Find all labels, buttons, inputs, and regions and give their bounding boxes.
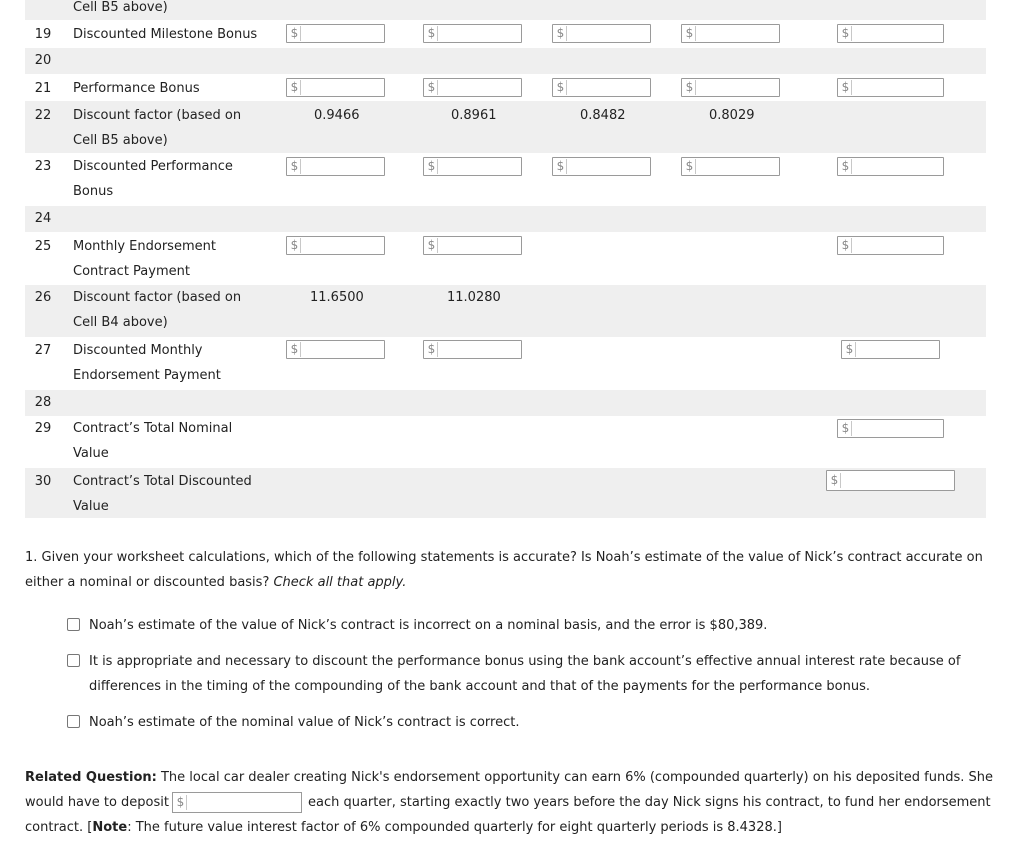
dollar-icon: $: [426, 159, 438, 174]
row-number: 22: [34, 108, 52, 123]
dollar-icon: $: [840, 80, 852, 95]
r21-input-5[interactable]: [837, 78, 944, 97]
row-number: 27: [34, 343, 52, 358]
note-prefix: contract. [: [25, 820, 93, 835]
r23-input-4[interactable]: [681, 157, 780, 176]
dollar-icon: $: [829, 473, 841, 488]
row-26-label-line1: Discount factor (based on: [73, 290, 242, 305]
discount-factor-value: 0.8482: [580, 108, 626, 123]
deposit-input[interactable]: [172, 792, 302, 813]
dollar-icon: $: [684, 80, 696, 95]
discount-factor-value: 11.6500: [310, 290, 364, 305]
row-23-label-line2: Bonus: [73, 184, 114, 199]
option-3-label[interactable]: Noah’s estimate of the nominal value of Nick’s contract is correct.: [89, 715, 520, 730]
row-number: 20: [34, 53, 52, 68]
option-3-checkbox[interactable]: [67, 715, 80, 728]
dollar-icon: $: [840, 421, 852, 436]
r23-input-1[interactable]: [286, 157, 385, 176]
row-band-28: [25, 390, 986, 416]
row-number: 25: [34, 239, 52, 254]
row-number: 24: [34, 211, 52, 226]
dollar-icon: $: [840, 26, 852, 41]
dollar-icon: $: [289, 26, 301, 41]
related-question-label: Related Question:: [25, 770, 157, 785]
option-1-label[interactable]: Noah’s estimate of the value of Nick’s contract is incorrect on a nominal basis, and the error is $80,389.: [89, 618, 768, 633]
r21-input-3[interactable]: [552, 78, 651, 97]
row-30-label-line1: Contract’s Total Discounted: [73, 474, 252, 489]
r23-input-3[interactable]: [552, 157, 651, 176]
r21-input-2[interactable]: [423, 78, 522, 97]
related-question-text: The local car dealer creating Nick's endorsement opportunity can earn 6% (compounded quarterly) on his deposited funds. She: [156, 770, 993, 785]
option-1-checkbox[interactable]: [67, 618, 80, 631]
row-18-label-tail: Cell B5 above): [73, 0, 168, 15]
row-number: 23: [34, 159, 52, 174]
row-29-label-line1: Contract’s Total Nominal: [73, 421, 233, 436]
discount-factor-value: 0.8961: [451, 108, 497, 123]
deposit-prefix: would have to deposit: [25, 795, 169, 810]
dollar-icon: $: [555, 26, 567, 41]
note-label: Note: [92, 820, 128, 835]
row-number: 26: [34, 290, 52, 305]
dollar-icon: $: [426, 238, 438, 253]
row-25-label-line1: Monthly Endorsement: [73, 239, 216, 254]
row-30-label-line2: Value: [73, 499, 109, 514]
question-line2-plain: either a nominal or discounted basis?: [25, 575, 274, 590]
r25-input-2[interactable]: [423, 236, 522, 255]
row-25-label-line2: Contract Payment: [73, 264, 190, 279]
dollar-icon: $: [840, 159, 852, 174]
r19-input-1[interactable]: [286, 24, 385, 43]
r27-input-1[interactable]: [286, 340, 385, 359]
check-all-instruction: Check all that apply.: [273, 575, 407, 590]
row-band-20: [25, 48, 986, 74]
row-22-label-line1: Discount factor (based on: [73, 108, 242, 123]
r19-input-2[interactable]: [423, 24, 522, 43]
total-nominal-input[interactable]: [837, 419, 944, 438]
question-text-line2: [25, 570, 985, 595]
row-29-label-line2: Value: [73, 446, 109, 461]
note-text: : The future value interest factor of 6% compounded quarterly for eight quarterly periods is 8.4328.]: [127, 820, 782, 835]
deposit-suffix: each quarter, starting exactly two years before the day Nick signs his contract, to fund her endorsement: [307, 795, 991, 810]
dollar-icon: $: [175, 795, 187, 810]
dollar-icon: $: [289, 238, 301, 253]
dollar-icon: $: [426, 80, 438, 95]
dollar-icon: $: [289, 80, 301, 95]
row-27-label-line1: Discounted Monthly: [73, 343, 203, 358]
r19-input-5[interactable]: [837, 24, 944, 43]
dollar-icon: $: [684, 159, 696, 174]
dollar-icon: $: [684, 26, 696, 41]
r25-input-5[interactable]: [837, 236, 944, 255]
r23-input-5[interactable]: [837, 157, 944, 176]
option-2-label-line2[interactable]: differences in the timing of the compounding of the bank account and that of the payments for the performance bonus.: [89, 679, 870, 694]
dollar-icon: $: [555, 159, 567, 174]
r19-input-3[interactable]: [552, 24, 651, 43]
r21-input-1[interactable]: [286, 78, 385, 97]
discount-factor-value: 11.0280: [447, 290, 501, 305]
row-number: 28: [34, 395, 52, 410]
r27-input-2[interactable]: [423, 340, 522, 359]
row-number: 29: [34, 421, 52, 436]
dollar-icon: $: [289, 342, 301, 357]
row-27-label-line2: Endorsement Payment: [73, 368, 221, 383]
dollar-icon: $: [426, 342, 438, 357]
r27-input-5[interactable]: [841, 340, 940, 359]
dollar-icon: $: [289, 159, 301, 174]
row-22-label-line2: Cell B5 above): [73, 133, 168, 148]
row-band-18: [25, 0, 986, 20]
option-2-label-line1[interactable]: It is appropriate and necessary to discount the performance bonus using the bank account’s effective annual interest rate because of: [89, 654, 961, 669]
r23-input-2[interactable]: [423, 157, 522, 176]
row-23-label-line1: Discounted Performance: [73, 159, 233, 174]
question-text-line1: 1. Given your worksheet calculations, which of the following statements is accurate? Is Noah’s estimate of the value of Nick’s contract accurate on: [25, 550, 983, 565]
option-2-checkbox[interactable]: [67, 654, 80, 667]
r25-input-1[interactable]: [286, 236, 385, 255]
r21-input-4[interactable]: [681, 78, 780, 97]
row-band-24: [25, 206, 986, 232]
row-number: 21: [34, 81, 52, 96]
row-21-label: Performance Bonus: [73, 81, 200, 96]
row-number: 30: [34, 474, 52, 489]
discount-factor-value: 0.9466: [314, 108, 360, 123]
discount-factor-value: 0.8029: [709, 108, 755, 123]
dollar-icon: $: [840, 238, 852, 253]
related-question-line2: [25, 790, 995, 815]
related-question-line3: [25, 815, 995, 840]
related-question-line1: [25, 765, 995, 790]
row-26-label-line2: Cell B4 above): [73, 315, 168, 330]
dollar-icon: $: [844, 342, 856, 357]
total-discounted-input[interactable]: [826, 470, 955, 491]
row-19-label: Discounted Milestone Bonus: [73, 27, 258, 42]
r19-input-4[interactable]: [681, 24, 780, 43]
row-number: 19: [34, 27, 52, 42]
dollar-icon: $: [426, 26, 438, 41]
dollar-icon: $: [555, 80, 567, 95]
